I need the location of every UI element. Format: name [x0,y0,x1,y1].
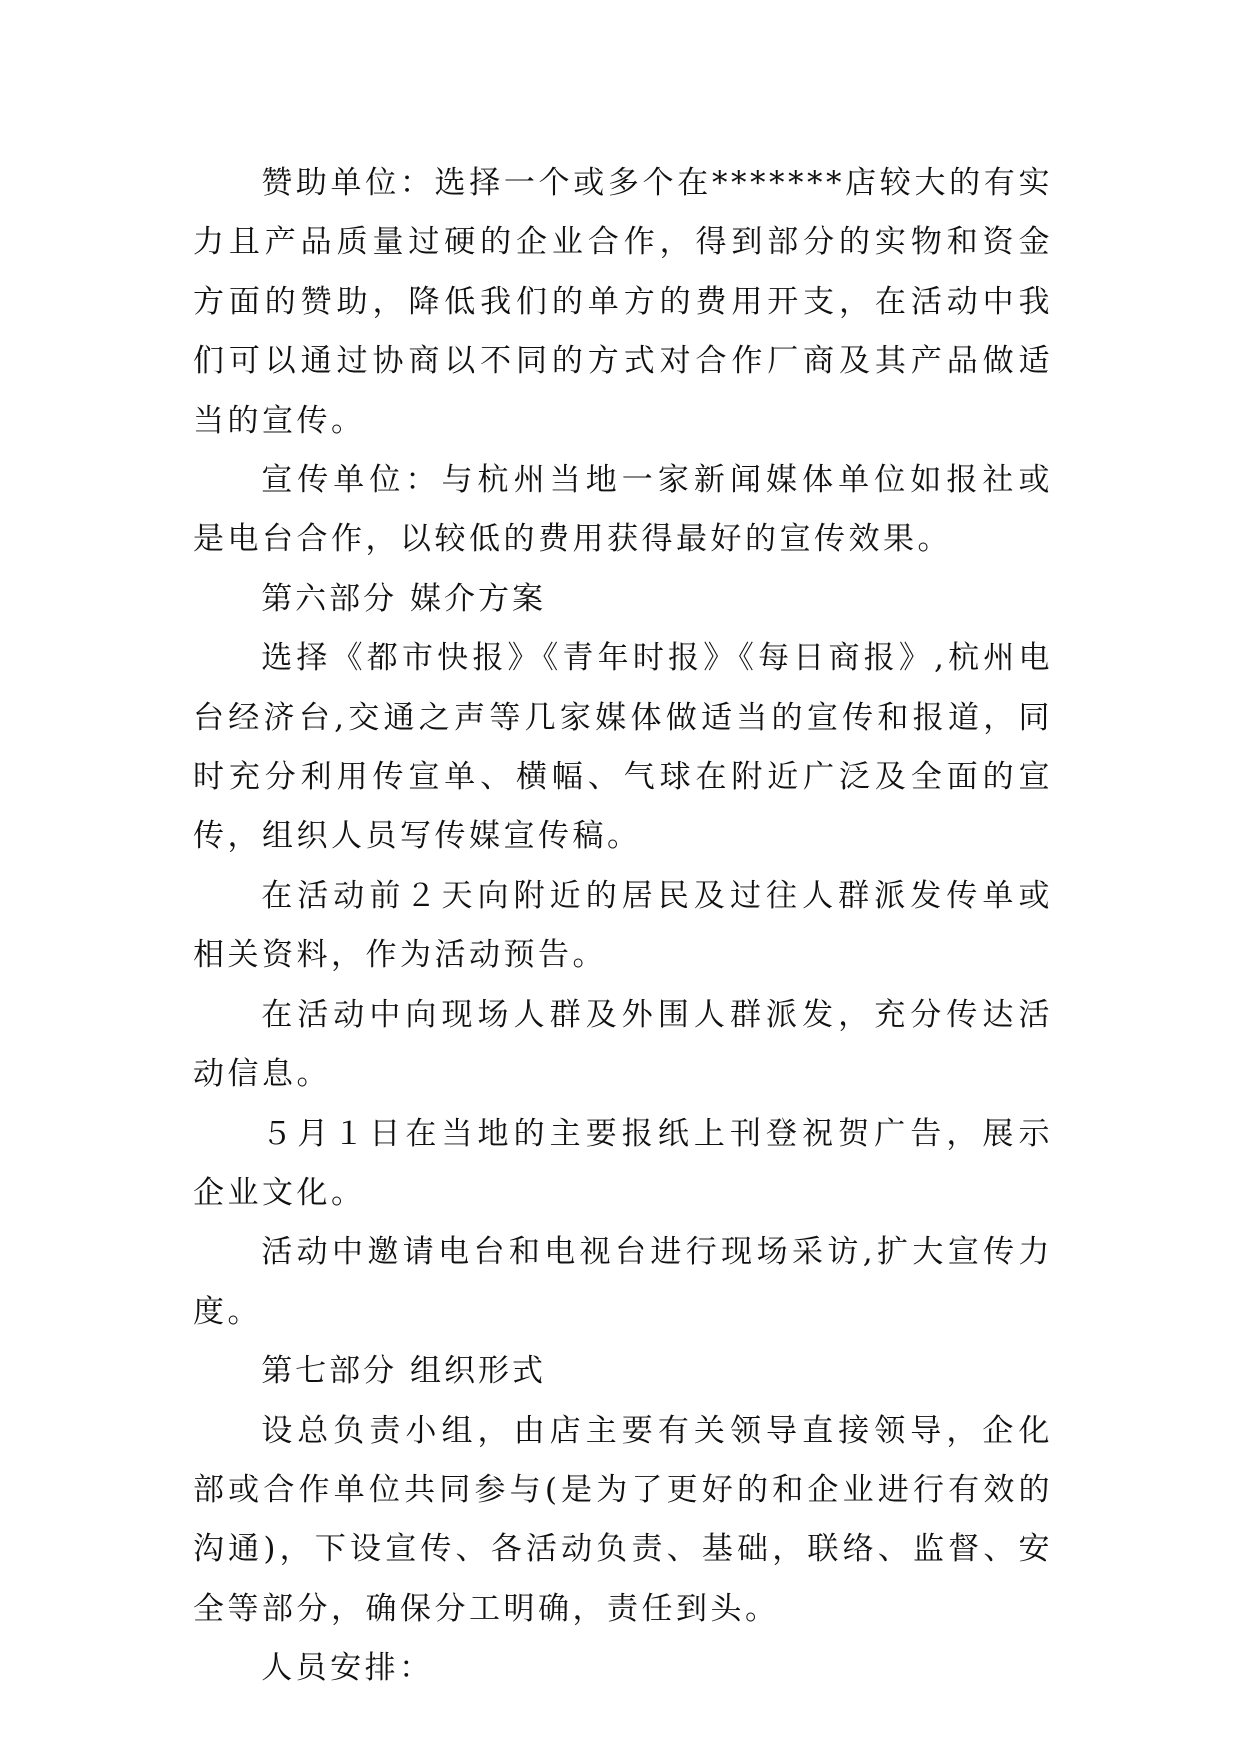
paragraph-during-event: 在活动中向现场人群及外围人群派发，充分传达活动信息。 [193,996,1053,1093]
paragraph-pre-event: 在活动前２天向附近的居民及过往人群派发传单或相关资料，作为活动预告。 [193,877,1053,974]
section-heading-organization: 第七部分 组织形式 [261,1353,547,1390]
paragraph-may-first: ５月１日在当地的主要报纸上刊登祝贺广告，展示企业文化。 [193,1115,1053,1211]
paragraph-media: 选择《都市快报》《青年时报》《每日商报》,杭州电台经济台,交通之声等几家媒体做适当的宣传和报道，同时充分利用传宣单、横幅、气球在附近广泛及全面的宣传，组织人员写传媒宣传稿。 [193,640,1053,855]
paragraph-organization: 设总负责小组，由店主要有关领导直接领导，企化部或合作单位共同参与(是为了更好的和企业进行有效的沟通)，下设宣传、各活动负责、基础，联络、监督、安全等部分，确保分工明确，责任到头。 [193,1412,1053,1627]
paragraph-staff: 人员安排： [261,1650,434,1687]
section-heading-media-plan: 第六部分 媒介方案 [261,580,547,617]
document-body [193,154,1053,1699]
paragraph-sponsor: 赞助单位：选择一个或多个在*******店较大的有实力且产品质量过硬的企业合作，得到部分的实物和资金方面的赞助，降低我们的单方的费用开支，在活动中我们可以通过协商以不同的方式对合作厂商及其产品做适当的宣传。 [193,165,1053,439]
paragraph-publicity: 宣传单位：与杭州当地一家新闻媒体单位如报社或是电台合作，以较低的费用获得最好的宣传效果。 [193,462,1053,558]
paragraph-interview: 活动中邀请电台和电视台进行现场采访,扩大宣传力度。 [193,1234,1053,1330]
